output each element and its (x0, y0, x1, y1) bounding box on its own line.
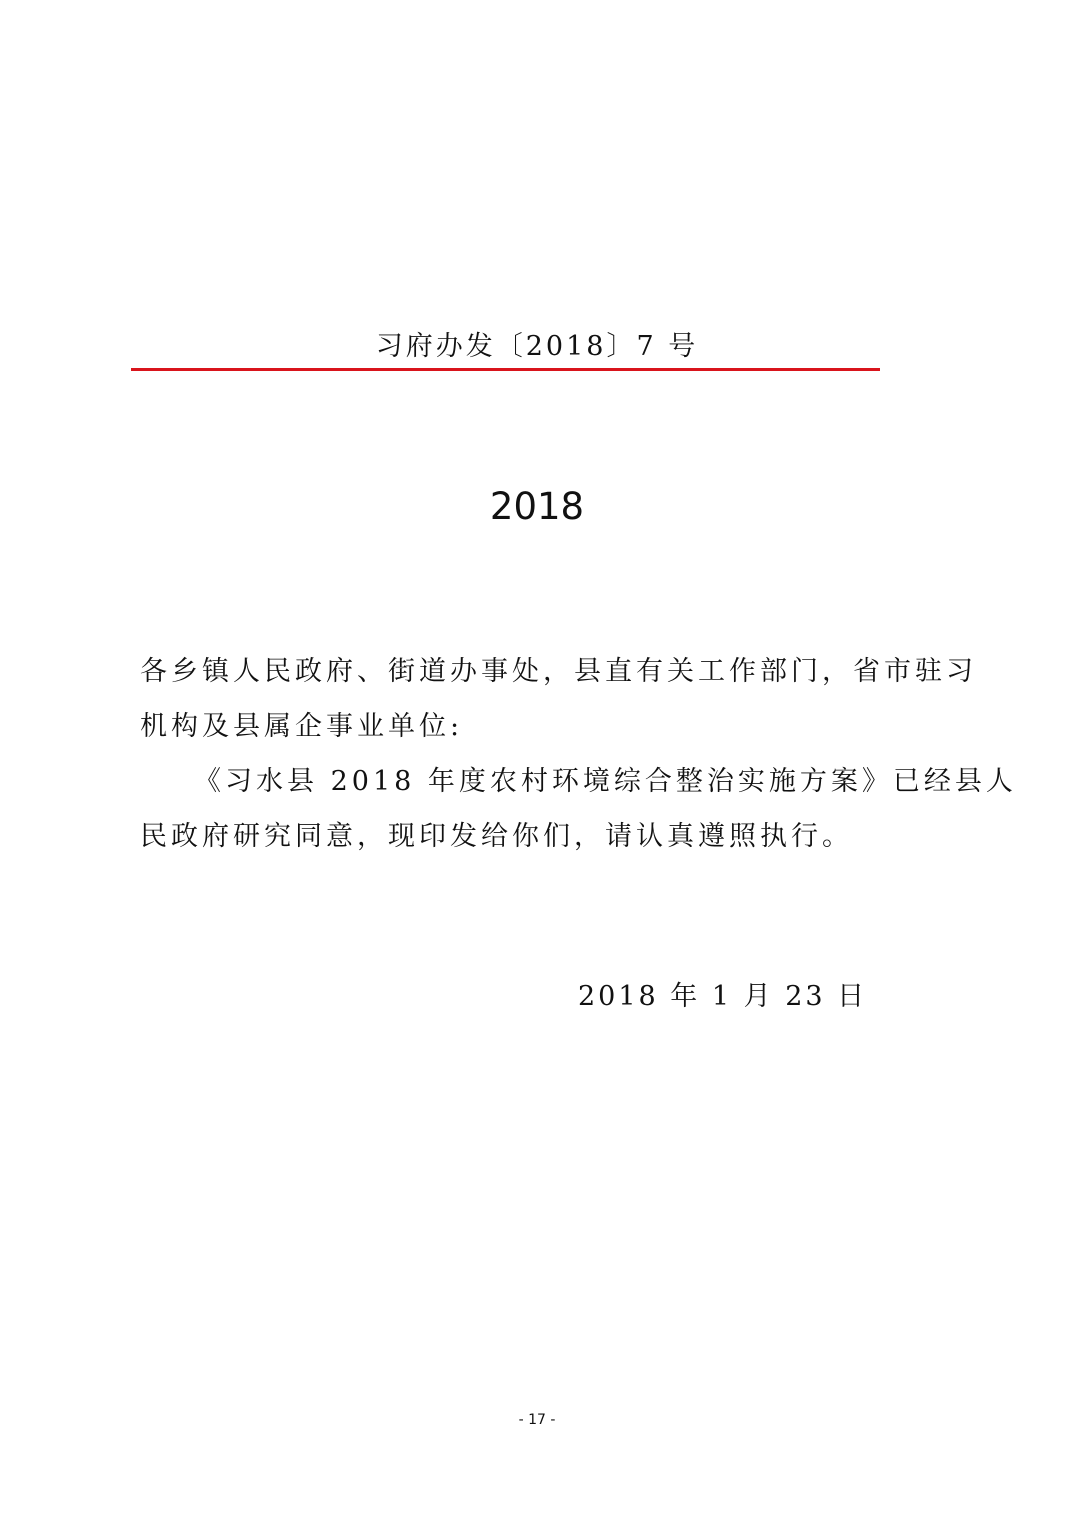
salutation-line-2: 机构及县属企事业单位: (140, 711, 464, 742)
page-number: - 17 - (518, 1412, 556, 1428)
document-title: 2018 (489, 485, 585, 528)
red-separator-line (131, 368, 880, 371)
issue-date: 2018 年 1 月 23 日 (578, 981, 868, 1012)
body-paragraph-line-2: 民政府研究同意，现印发给你们，请认真遵照执行。 (140, 821, 853, 852)
body-paragraph-line-1: 《习水县 2018 年度农村环境综合整治实施方案》已经县人 (194, 766, 1017, 797)
document-number: 习府办发〔2018〕7 号 (375, 331, 699, 362)
salutation-line-1: 各乡镇人民政府、街道办事处，县直有关工作部门，省市驻习 (140, 656, 977, 687)
